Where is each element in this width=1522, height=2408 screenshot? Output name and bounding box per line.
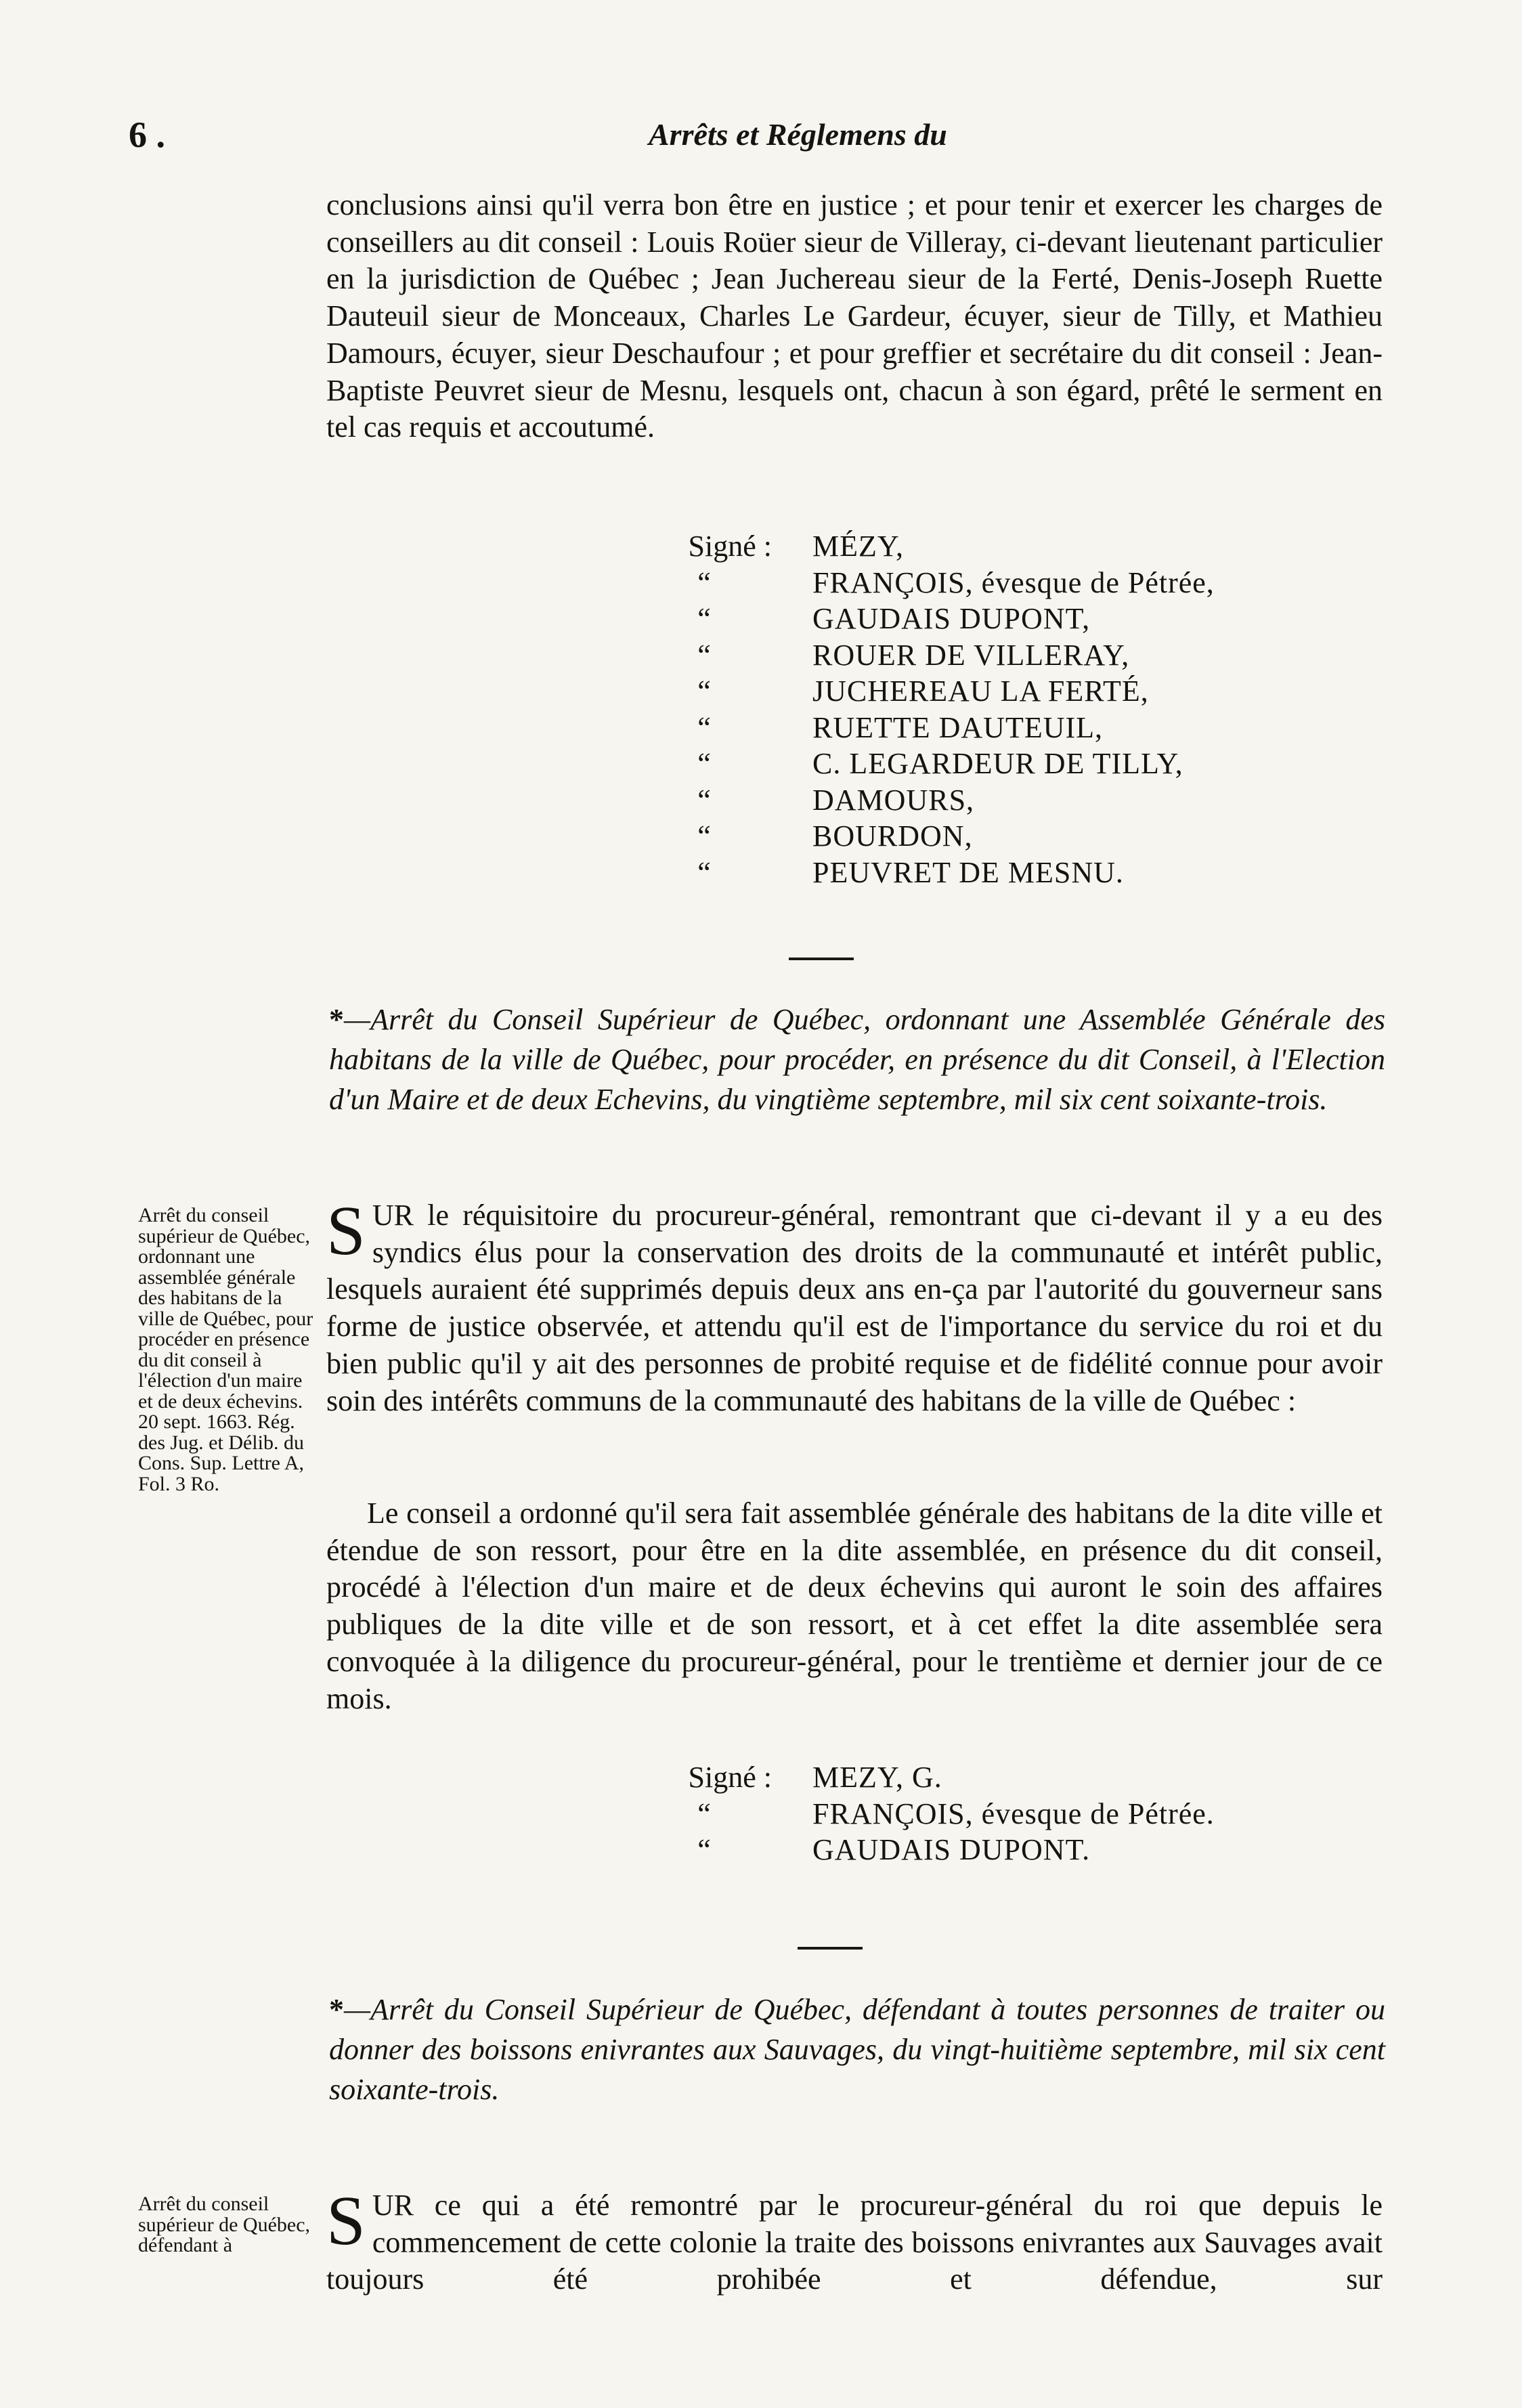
page-number: 6 . [129, 114, 165, 155]
margin-note: Arrêt du conseil supérieur de Québec, défendant à [138, 2193, 311, 2256]
heading-text: —Arrêt du Conseil Supérieur de Québec, ordonnant une Assemblée Générale des habitans de la ville de Québec, pour procéder, en présence du dit Conseil, à l'Election d'un Maire et de deux Echevins, du vingtième septembre, mil six cent soixante-trois. [329, 1003, 1385, 1116]
signatory-name: C. LEGARDEUR DE TILLY, [812, 747, 1183, 780]
signature-label: “ [697, 674, 711, 708]
signature-label: Signé : [688, 1761, 772, 1794]
signatory-name: RUETTE DAUTEUIL, [812, 710, 1104, 744]
signature-label: “ [697, 1797, 711, 1830]
paragraph-text: Le conseil a ordonné qu'il sera fait assemblée générale des habitans de la dite ville et étendue de son ressort, pour être en la dite assemblée, en présence du dit conseil, procédé à l'élection d'un maire et de deux échevins qui auront le soin des affaires publiques de la dite ville et de son ressort, et à cet effet la dite assemblée sera convoquée à la diligence du procureur-général, pour le trentième et dernier jour de ce mois. [326, 1497, 1383, 1715]
paragraph-text: UR ce qui a été remontré par le procureur-général du roi que depuis le commencement de cette colonie la traite des boissons enivrantes aux Sauvages avait toujours été prohibée et défendue, sur [326, 2189, 1383, 2296]
section-divider [798, 1947, 863, 1950]
heading-asterisk: * [329, 1003, 344, 1036]
signature-row [596, 565, 1215, 601]
signatory-name: FRANÇOIS, [812, 1797, 974, 1830]
signatory-name: PEUVRET DE MESNU. [812, 855, 1124, 889]
paragraph-text: UR le réquisitoire du procureur-général, remontrant que ci-devant il y a eu des syndics élus pour la conservation des droits de la communauté et intérêt public, lesquels auraient été supprimés depuis deux ans en-ça par l'autorité du gouverneur sans forme de justice observée, et attendu qu'il est de l'importance du service du roi et du bien public qu'il y ait des personnes de probité requise et de fidélité connue pour avoir soin des intérêts communs de la communauté des habitans de la ville de Québec : [326, 1199, 1383, 1417]
signatory-name: DAMOURS, [812, 783, 975, 817]
signature-label: “ [697, 638, 711, 672]
signature-row [596, 746, 1215, 782]
drop-cap: S [326, 2182, 366, 2260]
paragraph-text: conclusions ainsi qu'il verra bon être en justice ; et pour tenir et exercer les charges de conseillers au dit conseil : Louis Roüer sieur de Villeray, ci-devant lieutenant particulier en la jurisdiction de Québec ; Jean Juchereau sieur de la Ferté, Denis-Joseph Ruette Dauteuil sieur de Monceaux, Charles Le Gardeur, écuyer, sieur de Tilly, et Mathieu Damours, écuyer, sieur Deschaufour ; et pour greffier et secrétaire du dit conseil : Jean-Baptiste Peuvret sieur de Mesnu, lesquels ont, chacun à son égard, prêté le serment en tel cas requis et accoutumé. [326, 188, 1383, 444]
section-paragraph [326, 2182, 1383, 2298]
signatory-name: BOURDON, [812, 819, 973, 853]
signature-row [596, 855, 1215, 891]
signature-row [596, 710, 1215, 746]
signature-row [596, 601, 1215, 637]
running-head: Arrêts et Réglemens du [649, 117, 947, 152]
section-heading [329, 1990, 1385, 2109]
signature-label: “ [697, 1833, 711, 1866]
page-header [129, 114, 1388, 161]
signature-row [596, 1832, 1215, 1868]
signatory-title: évesque de Pétrée. [973, 1797, 1215, 1830]
signatory-name: GAUDAIS DUPONT. [812, 1833, 1091, 1866]
continuation-paragraph [326, 187, 1383, 446]
signature-label: “ [697, 565, 711, 599]
signature-row [596, 782, 1215, 819]
signature-label: “ [697, 855, 711, 889]
signature-label: “ [697, 747, 711, 780]
signature-label: Signé : [688, 530, 772, 563]
signature-block [596, 1759, 1215, 1868]
signature-label: “ [697, 710, 711, 744]
signatory-name: FRANÇOIS, [812, 565, 974, 599]
signatory-name: MEZY, G. [812, 1761, 942, 1794]
signature-row [596, 528, 1215, 565]
signature-row [596, 1796, 1215, 1832]
signature-row [596, 1759, 1215, 1796]
signatory-name: JUCHEREAU LA FERTÉ, [812, 674, 1149, 708]
signatory-name: MÉZY, [812, 530, 904, 563]
signatory-name: ROUER DE VILLERAY, [812, 638, 1130, 672]
heading-text: —Arrêt du Conseil Supérieur de Québec, défendant à toutes personnes de traiter ou donner des boissons enivrantes aux Sauvages, du vingt-huitième septembre, mil six cent soixante-trois. [329, 1993, 1385, 2106]
section-paragraph [326, 1495, 1383, 1717]
drop-cap: S [326, 1192, 366, 1270]
signature-label: “ [697, 819, 711, 853]
section-paragraph [326, 1192, 1383, 1419]
section-heading [329, 999, 1385, 1119]
signature-block [596, 528, 1215, 890]
signature-row [596, 637, 1215, 674]
signatory-title: évesque de Pétrée, [973, 565, 1215, 599]
section-divider [789, 958, 854, 960]
signature-label: “ [697, 783, 711, 817]
signatory-name: GAUDAIS DUPONT, [812, 602, 1091, 635]
signature-row [596, 673, 1215, 710]
margin-note: Arrêt du conseil supérieur de Québec, ordonnant une assemblée générale des habitans de la ville de Québec, pour procéder en présence du dit conseil à l'élection d'un maire et de deux échevins. 20 sept. 1663. Rég. des Jug. et Délib. du Cons. Sup. Lettre A, Fol. 3 Ro. [138, 1204, 313, 1495]
signature-label: “ [697, 602, 711, 635]
signature-row [596, 818, 1215, 855]
heading-asterisk: * [329, 1993, 344, 2026]
